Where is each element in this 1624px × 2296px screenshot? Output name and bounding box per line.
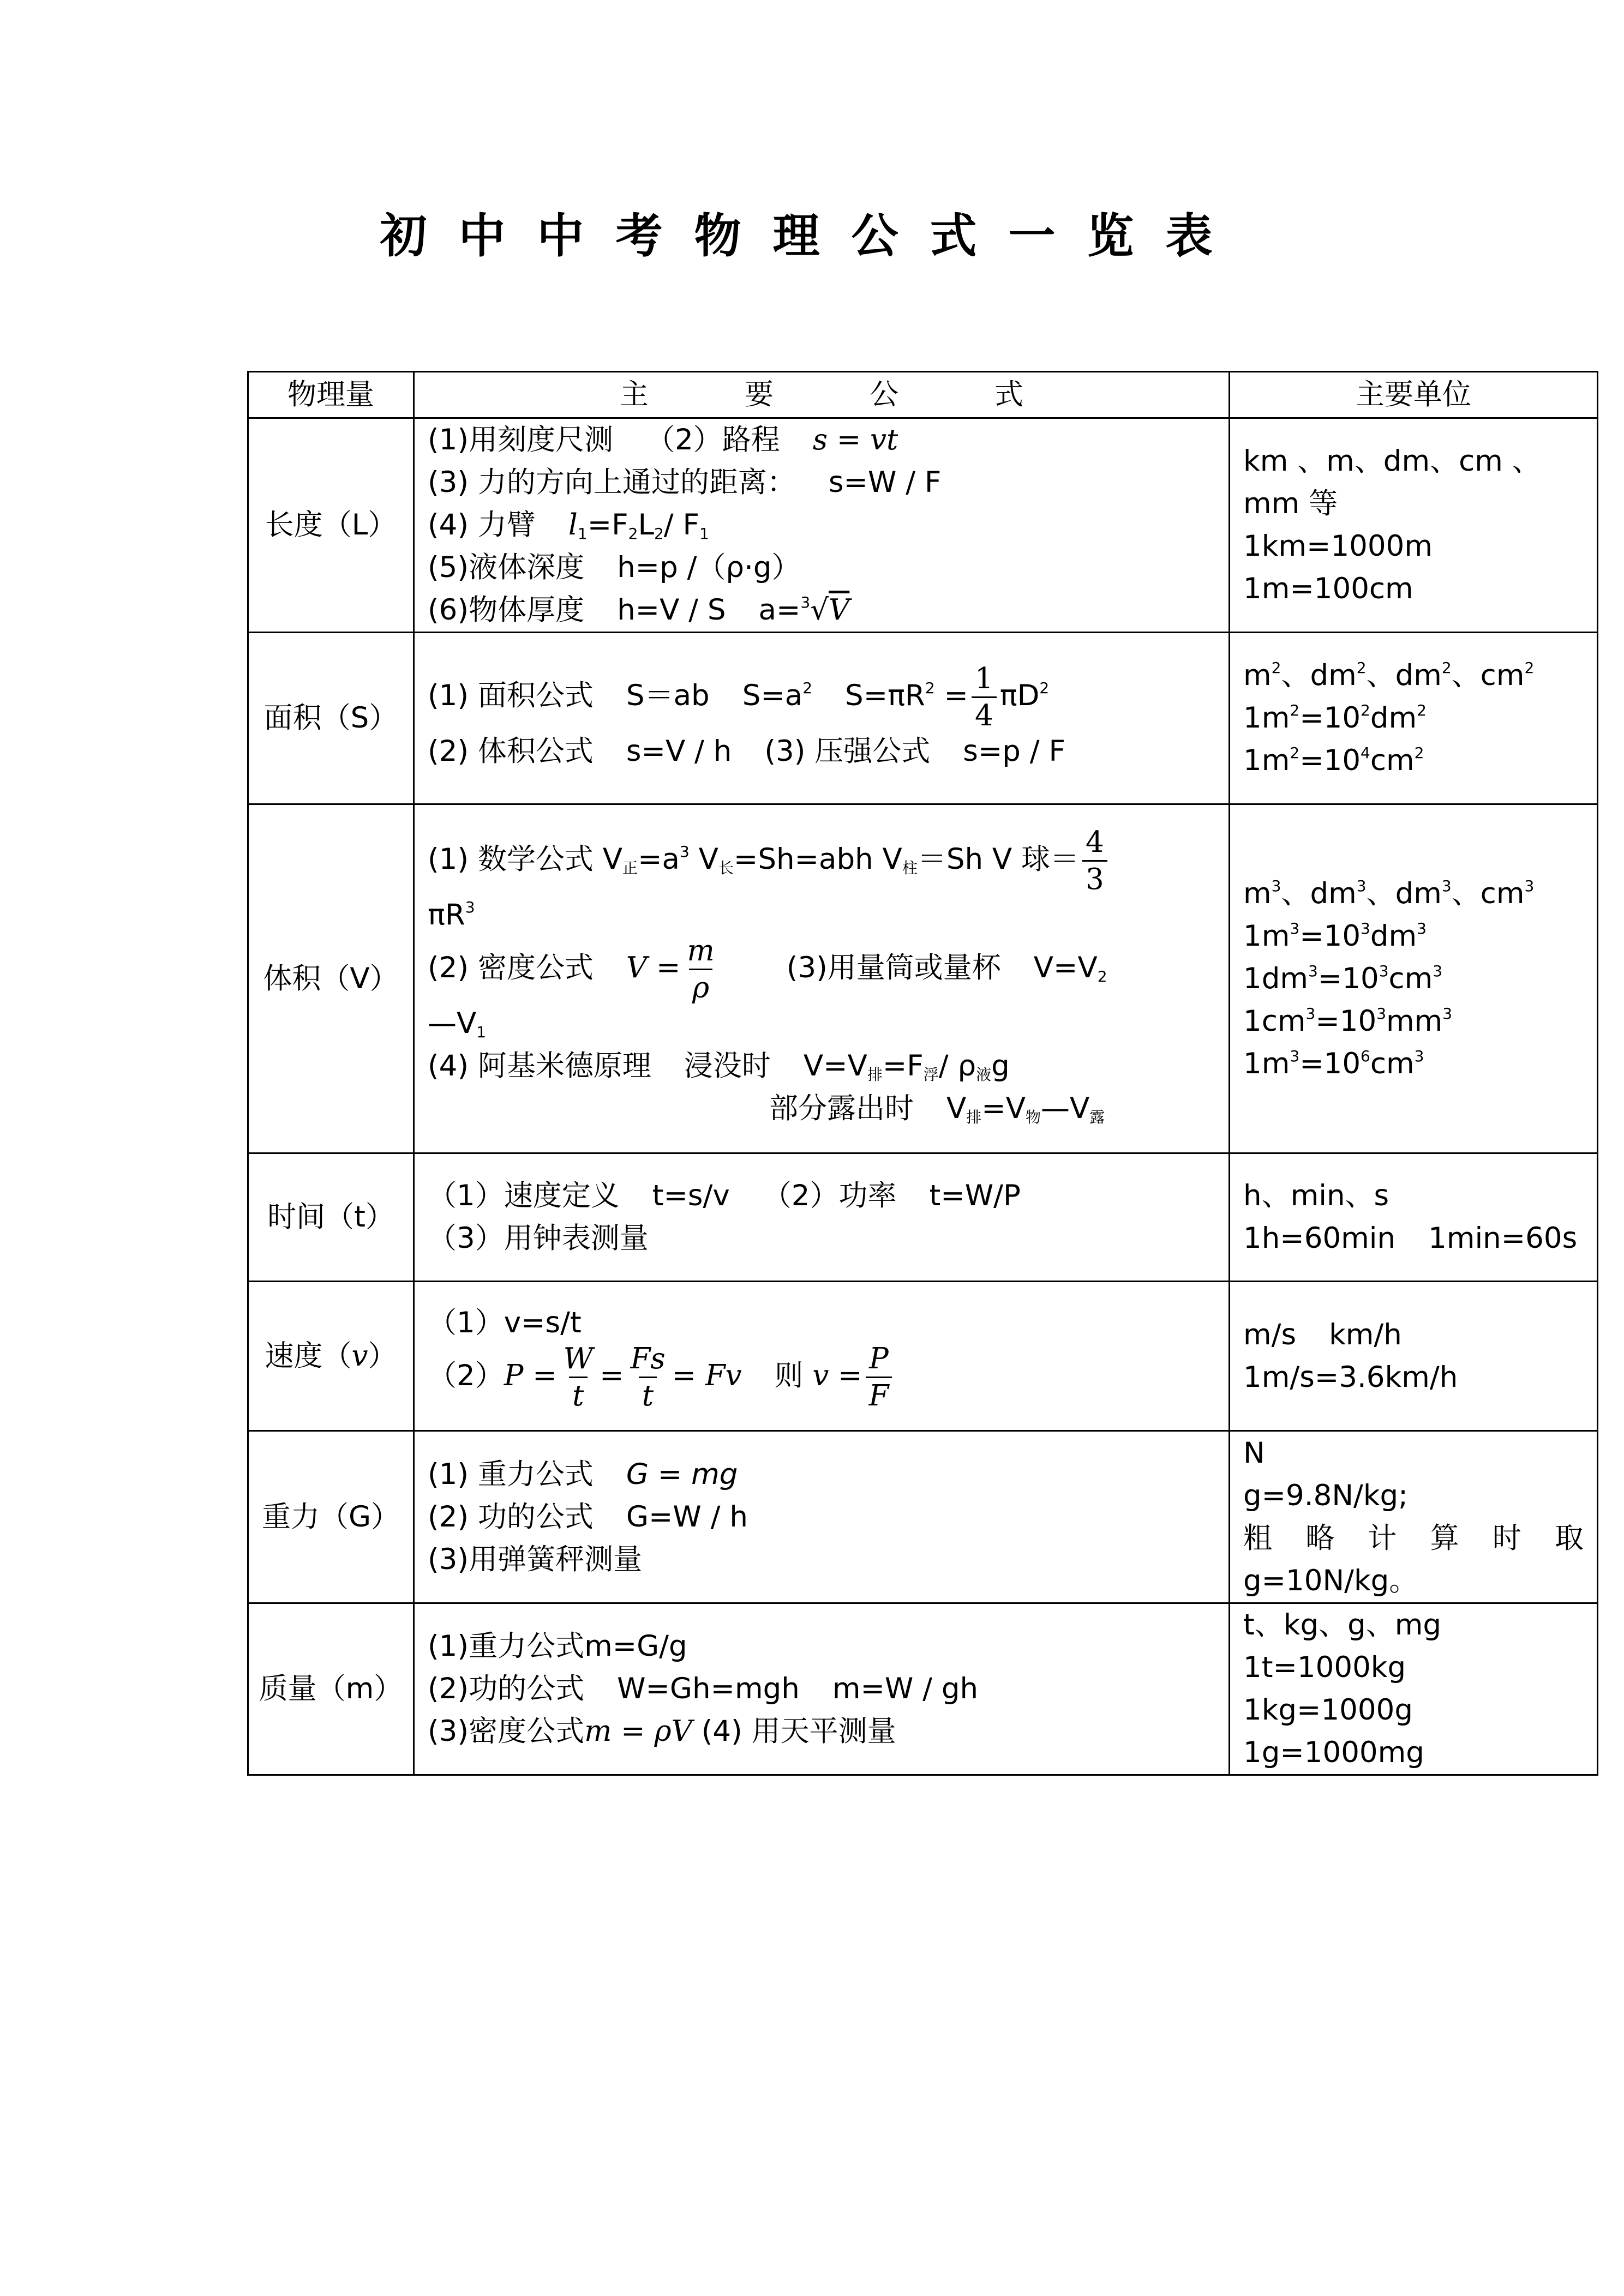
formula-line: (3) 力的方向上通过的距离： s=W / F xyxy=(428,466,942,499)
formula-line: $—V_1$ xyxy=(428,1006,487,1041)
formula-line: (2) 体积公式 s=V / h (3) 压强公式 s=p / F xyxy=(428,734,1065,768)
quantity-mass: 质量（m） xyxy=(248,1603,414,1775)
row-time xyxy=(248,1153,1598,1282)
units-area xyxy=(1230,633,1598,804)
quantity-area: 面积（S） xyxy=(248,633,414,804)
formula-line: (2)功的公式 W=Gh=mgh m=W / gh xyxy=(428,1672,979,1705)
quantity-volume: 体积（V） xyxy=(248,804,414,1153)
unit-line: km 、m、dm、cm 、mm 等 xyxy=(1243,444,1541,520)
formula-line: （1）速度定义 t=s/v （2）功率 t=W/P xyxy=(428,1179,1021,1212)
unit-line: 1kg=1000g xyxy=(1243,1693,1413,1727)
unit-line: $1m^3=10^6cm^3$ xyxy=(1243,1047,1424,1080)
quantity-speed: 速度（v） xyxy=(248,1282,414,1431)
fraction-power-force: $\frac{P}{F}$ xyxy=(866,1344,892,1410)
formulas-volume xyxy=(414,804,1230,1153)
header-formula-char: 要 xyxy=(745,378,774,411)
unit-line: $1dm^3=10^3cm^3$ xyxy=(1243,961,1443,995)
formula-line: （2）P = $\frac{W}{t}$ = $\frac{Fs}{t}$ = Fv 则 v = $\frac{P}{F}$ xyxy=(428,1344,1215,1410)
unit-line: 1km=1000m xyxy=(1243,530,1433,563)
formulas-mass xyxy=(414,1603,1230,1775)
unit-line: m/s km/h xyxy=(1243,1318,1402,1351)
formula-line: (1) 重力公式 G = mg xyxy=(428,1457,738,1491)
unit-line: N xyxy=(1243,1436,1265,1470)
formula-line: (2) 功的公式 G=W / h xyxy=(428,1500,748,1534)
formulas-speed xyxy=(414,1282,1230,1431)
fraction-one-quarter: $\frac{1}{4}$ xyxy=(972,664,997,730)
units-mass xyxy=(1230,1603,1598,1775)
formula-table xyxy=(247,371,1598,1776)
unit-line: 1m/s=3.6km/h xyxy=(1243,1360,1458,1394)
unit-line: $m^3$、$dm^3$、$dm^3$、$cm^3$ xyxy=(1243,876,1535,910)
quantity-gravity: 重力（G） xyxy=(248,1431,414,1603)
formula-line: (6)物体厚度 h=V / S a=$^3$√V xyxy=(428,593,850,627)
header-formula xyxy=(414,372,1230,418)
header-row xyxy=(248,372,1598,418)
fraction-work-time: $\frac{W}{t}$ xyxy=(563,1342,594,1413)
unit-line: 1g=1000mg xyxy=(1243,1736,1424,1769)
unit-line: $1m^2=10^2dm^2$ xyxy=(1243,701,1427,735)
formulas-length xyxy=(414,418,1230,633)
row-mass xyxy=(248,1603,1598,1775)
formula-line: (1) 数学公式 $V_正=a^3$ $V_长=Sh=abh$ $V_柱=Sh$ V 球＝ $\frac{4}{3}$ xyxy=(428,828,1215,894)
units-length xyxy=(1230,418,1598,633)
unit-line: $1cm^3=10^3mm^3$ xyxy=(1243,1004,1453,1038)
formula-line: (5)液体深度 h=p /（ρ·g） xyxy=(428,551,801,584)
units-volume xyxy=(1230,804,1598,1153)
row-length xyxy=(248,418,1598,633)
formula-line: 部分露出时 $V_排=V_物—V_露$ xyxy=(769,1091,1105,1126)
unit-line: 1t=1000kg xyxy=(1243,1651,1406,1684)
unit-line: $1m^2=10^4cm^2$ xyxy=(1243,744,1424,777)
quantity-time: 时间（t） xyxy=(248,1153,414,1282)
unit-line: 1m=100cm xyxy=(1243,572,1413,605)
fraction-force-distance-time: $\frac{Fs}{t}$ xyxy=(630,1342,666,1413)
formula-line: (3)密度公式m = ρV (4) 用天平测量 xyxy=(428,1715,896,1748)
unit-line: 粗略计算时取 xyxy=(1243,1521,1584,1555)
row-volume xyxy=(248,804,1598,1153)
formula-line: (3)用弹簧秤测量 xyxy=(428,1542,643,1576)
unit-line: $m^2$、$dm^2$、$dm^2$、$cm^2$ xyxy=(1243,659,1535,692)
unit-line: 1h=60min 1min=60s xyxy=(1243,1222,1578,1255)
row-area xyxy=(248,633,1598,804)
formulas-gravity xyxy=(414,1431,1230,1603)
formula-line: (1) 面积公式 S＝ab $S=a^2$ $S=\pi R^2$ = $\frac{1}{4}$ $\pi D^2$ xyxy=(428,662,1050,732)
unit-line: t、kg、g、mg xyxy=(1243,1608,1442,1642)
row-gravity xyxy=(248,1431,1598,1603)
units-time xyxy=(1230,1153,1598,1282)
formulas-time xyxy=(414,1153,1230,1282)
formula-line: (1)重力公式m=G/g xyxy=(428,1630,687,1663)
unit-line: g=9.8N/kg; xyxy=(1243,1478,1409,1512)
formula-line: （3）用钟表测量 xyxy=(428,1222,649,1255)
fraction-density: $\frac{m}{\rho}$ xyxy=(687,934,715,1005)
unit-line: g=10N/kg。 xyxy=(1243,1564,1418,1597)
formulas-area xyxy=(414,633,1230,804)
quantity-length: 长度（L） xyxy=(248,418,414,633)
formula-line: (2) 密度公式 V = $\frac{m}{\rho}$ (3)用量筒或量杯 $V=V_2$ xyxy=(428,934,1107,1005)
formula-line: （1）v=s/t xyxy=(428,1306,582,1339)
header-formula-char: 公 xyxy=(870,378,898,411)
header-formula-char: 主 xyxy=(620,378,649,411)
header-unit: 主要单位 xyxy=(1230,372,1598,418)
formula-line: $\pi R^3$ xyxy=(428,898,475,931)
formula-line: (1)用刻度尺测 （2）路程 s = vt xyxy=(428,423,898,456)
formula-line: (4) 阿基米德原理 浸没时 $V=V_排=F_浮/$ $\rho_液g$ xyxy=(428,1049,1010,1084)
units-gravity xyxy=(1230,1431,1598,1603)
unit-line: $1m^3=10^3dm^3$ xyxy=(1243,919,1427,953)
formula-line: (4) 力臂 $l_1=F_2L_2/$ $F_1$ xyxy=(428,508,709,543)
unit-line: h、min、s xyxy=(1243,1179,1389,1212)
units-speed xyxy=(1230,1282,1598,1431)
fraction-four-thirds: $\frac{4}{3}$ xyxy=(1082,828,1107,894)
header-quantity: 物理量 xyxy=(248,372,414,418)
header-formula-char: 式 xyxy=(994,378,1023,411)
page-title: 初中中考物理公式一览表 xyxy=(380,208,1244,263)
row-speed xyxy=(248,1282,1598,1431)
